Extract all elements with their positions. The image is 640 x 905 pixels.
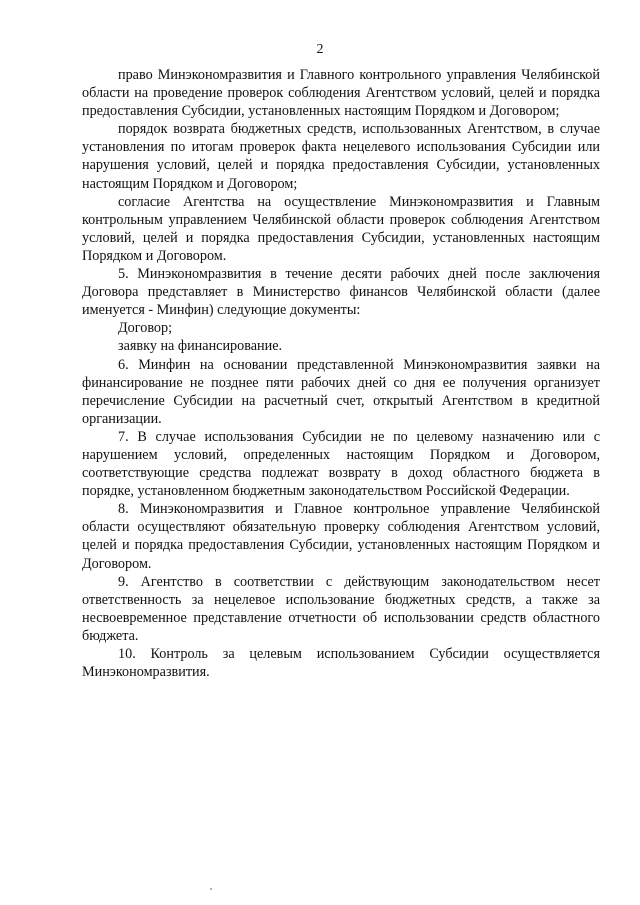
paragraph-inspection-right: право Минэкономразвития и Главного контрольного управления Челябинской области на проведение проверок соблюдения Агентством условий, целей и порядка предоставления Субсидии, установленных настоящим Порядком и Договором; xyxy=(82,67,600,120)
document-body xyxy=(82,66,600,681)
page-number: 2 xyxy=(316,42,324,57)
paragraph-item-6: 6. Минфин на основании представленной Минэкономразвития заявки на финансирование не позднее пяти рабочих дней со дня ее получения организует перечисление Субсидии на расчетный счет, открытый Агентством в кредитной организации. xyxy=(82,356,600,427)
paragraph-item-9: 9. Агентство в соответствии с действующим законодательством несет ответственность за нецелевое использование бюджетных средств, а также за несвоевременное представление отчетности об использовании средств областного бюджета. xyxy=(82,573,600,644)
paragraph-item-8: 8. Минэкономразвития и Главное контрольное управление Челябинской области осуществляют обязательную проверку соблюдения Агентством условий, целей и порядка предоставления Субсидии, установленных настоящим Порядком и Договором. xyxy=(82,501,600,572)
paragraph-agency-consent: согласие Агентства на осуществление Минэкономразвития и Главным контрольным управлением Челябинской области проверок соблюдения Агентством условий, целей и порядка предоставления Субсидии, установленных настоящим Порядком и Договором. xyxy=(82,193,600,264)
paragraph-item-7: 7. В случае использования Субсидии не по целевому назначению или с нарушением условий, определенных настоящим Порядком и Договором, соответствующие средства подлежат возврату в доход областного бюджета в порядке, установленном бюджетным законодательством Российской Федерации. xyxy=(82,428,600,500)
paragraph-return-procedure: порядок возврата бюджетных средств, использованных Агентством, в случае установления по итогам проверок факта нецелевого использования Субсидии или нарушения условий, целей и порядка предоставления Субсидии, установленных настоящим Порядком и Договором; xyxy=(82,121,600,192)
paragraph-item-10: 10. Контроль за целевым использованием Субсидии осуществляется Минэкономразвития. xyxy=(82,646,600,681)
scan-speck xyxy=(210,888,212,890)
paragraph-item-5: 5. Минэкономразвития в течение десяти рабочих дней после заключения Договора представляет в Министерство финансов Челябинской области (далее именуется - Минфин) следующие документы: xyxy=(82,266,600,319)
paragraph-funding-request: заявку на финансирование. xyxy=(118,338,283,355)
paragraph-contract: Договор; xyxy=(118,320,173,337)
